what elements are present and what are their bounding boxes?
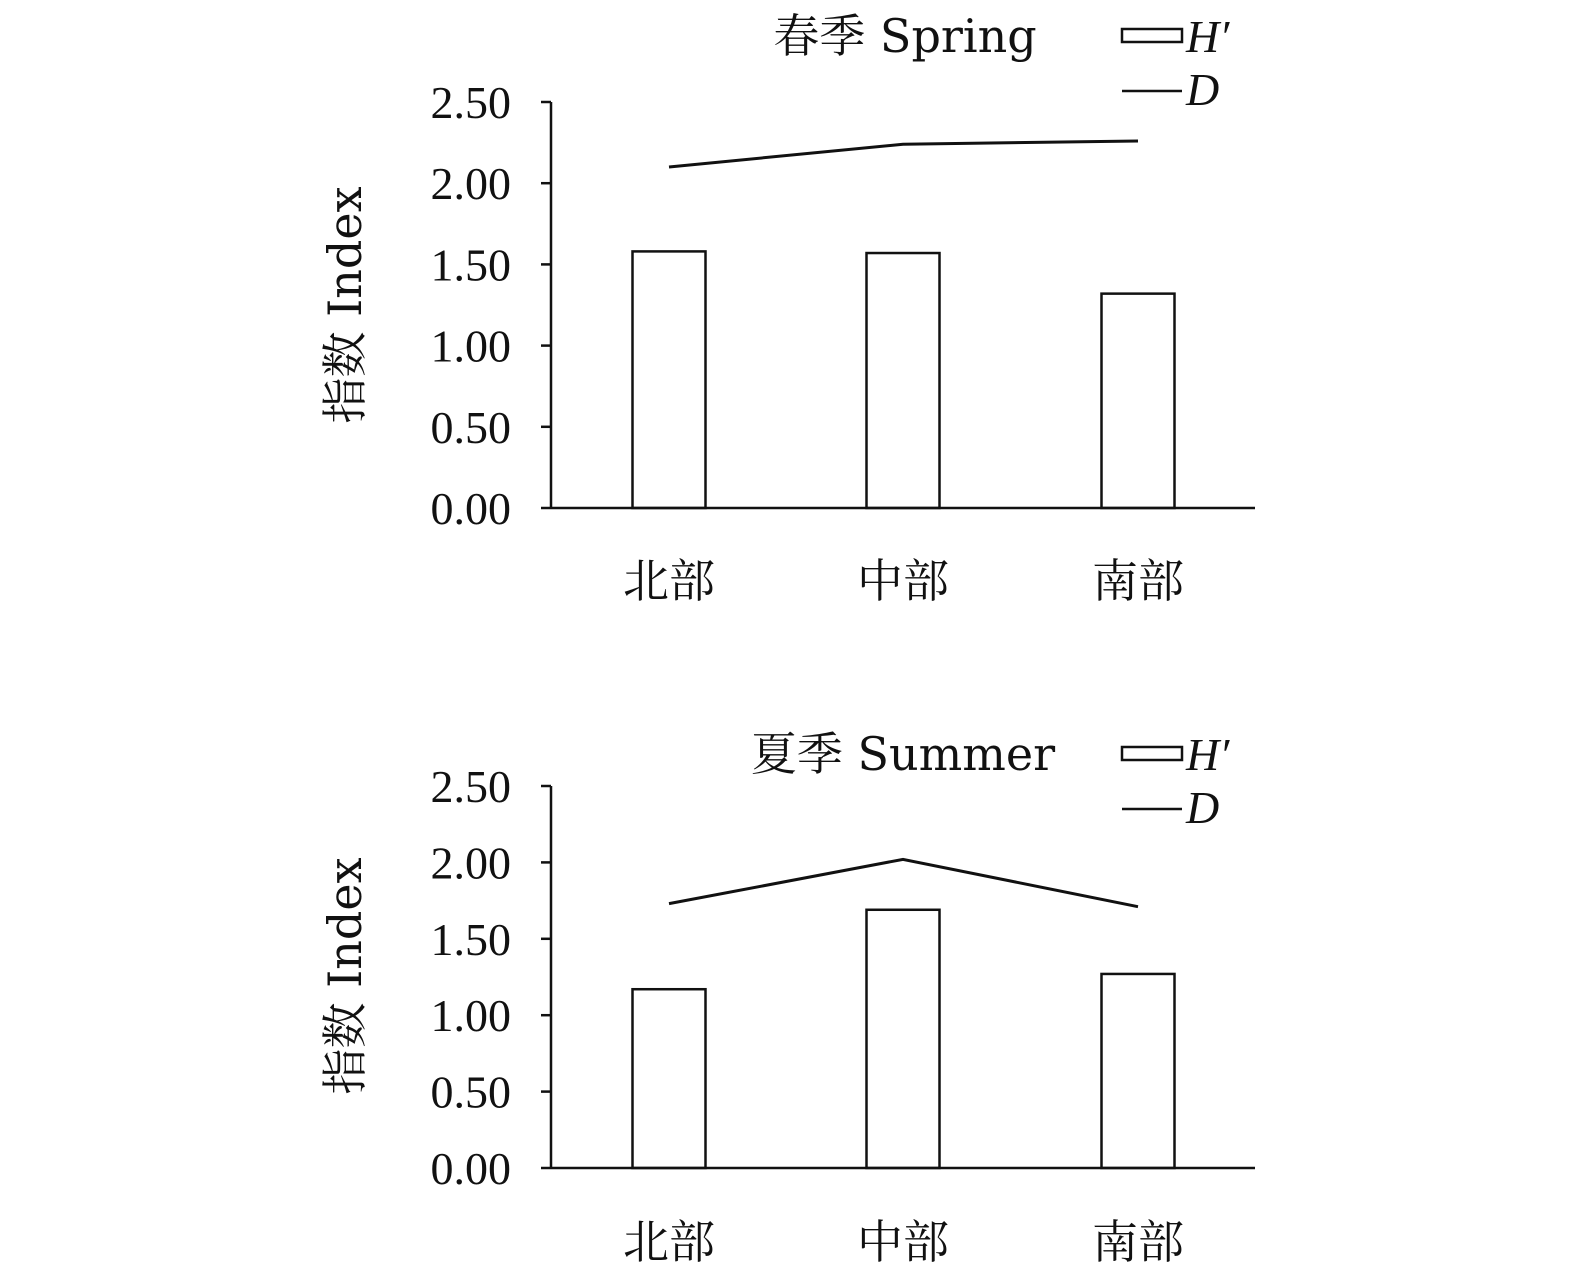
y-tick-label: 0.00 [430,1143,511,1194]
chart-panel-spring [318,9,1255,608]
legend [1122,729,1230,833]
bars [633,251,1175,508]
y-tick-label: 0.00 [430,483,511,534]
legend-swatch-bar [1122,29,1182,42]
y-tick-label: 2.50 [430,77,511,128]
legend-swatch-bar [1122,747,1182,760]
bar-h-2 [867,253,940,508]
chart-title: 夏季 Summer [750,727,1056,781]
x-axis-labels [623,1215,1184,1269]
bar-h-2 [867,910,940,1168]
chart-title: 春季 Spring [773,9,1037,63]
bar-h-3 [1102,294,1175,508]
bar-h-3 [1102,974,1175,1168]
x-category-label: 中部 [857,554,949,608]
legend [1122,11,1230,115]
line-d [669,859,1138,906]
bars [633,910,1175,1168]
y-axis-label: 指数 Index [318,186,372,424]
x-category-label: 南部 [1092,554,1184,608]
legend-label-bar: H′ [1186,11,1230,62]
bar-h-1 [633,251,706,508]
line-series [669,859,1138,906]
y-axis-ticks [431,761,552,1194]
y-axis-label: 指数 Index [318,857,372,1095]
y-tick-label: 1.50 [430,239,511,291]
y-tick-label: 2.00 [430,158,511,210]
x-category-label: 北部 [623,1215,715,1269]
y-tick-label: 1.50 [430,913,511,965]
y-tick-label: 1.00 [430,990,511,1042]
line-series [669,141,1138,167]
legend-label-line: D [1186,64,1220,115]
chart-panel-summer [318,727,1255,1269]
x-category-label: 北部 [623,554,715,608]
x-category-label: 南部 [1092,1215,1184,1269]
legend-label-bar: H′ [1186,729,1230,780]
y-tick-label: 2.00 [430,837,511,889]
y-tick-label: 2.50 [430,761,511,812]
y-tick-label: 1.00 [430,320,511,372]
y-axis-ticks [431,77,552,534]
legend-label-line: D [1186,782,1220,833]
y-tick-label: 0.50 [430,401,511,453]
bar-h-1 [633,989,706,1168]
x-axis-labels [623,554,1184,608]
y-tick-label: 0.50 [430,1066,511,1118]
x-category-label: 中部 [857,1215,949,1269]
line-d [669,141,1138,167]
